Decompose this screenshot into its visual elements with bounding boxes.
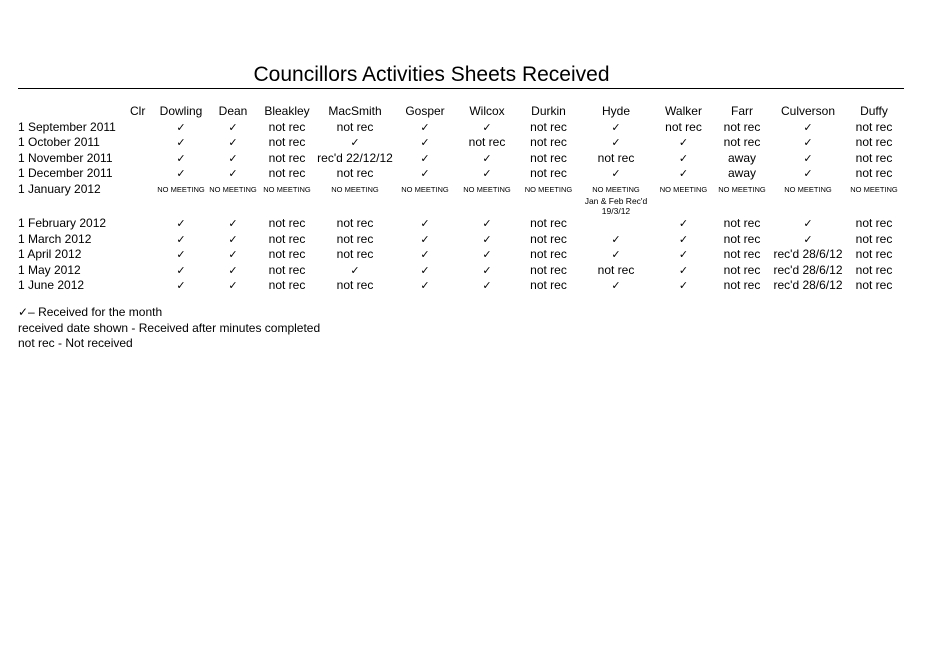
table-cell: not rec — [530, 119, 567, 134]
table-cell: ✓ — [803, 151, 813, 165]
table-cell: not rec — [855, 278, 893, 292]
header-walker: Walker — [665, 104, 702, 118]
table-cell: ✓ — [420, 248, 430, 261]
table-cell: not rec — [723, 262, 761, 277]
table-cell — [579, 216, 653, 232]
table-cell: not rec — [336, 119, 374, 134]
table-cell: ✓ — [678, 167, 689, 180]
header-dowling: Dowling — [159, 104, 203, 118]
table-cell: not rec — [530, 135, 567, 149]
table-cell: ✓ — [176, 279, 186, 292]
table-cell: ✓ — [678, 136, 689, 149]
legend — [18, 305, 320, 352]
table-cell: not rec — [530, 166, 567, 180]
table-cell: not rec — [855, 216, 893, 230]
header-dean: Dean — [218, 104, 248, 118]
table-cell: not rec — [530, 216, 567, 230]
table-cell: NO MEETING — [592, 184, 640, 194]
note-row — [18, 197, 902, 216]
row-date: 1 March 2012 — [18, 231, 92, 246]
table-cell: ✓ — [611, 248, 621, 261]
table-cell: ✓ — [228, 232, 238, 246]
table-row — [18, 151, 902, 167]
table-cell: not rec — [336, 231, 374, 246]
table-cell: NO MEETING — [659, 184, 708, 194]
table-row — [18, 135, 902, 151]
table-cell: rec'd 22/12/12 — [317, 150, 393, 165]
table-cell: not rec — [468, 135, 506, 149]
row-date: 1 February 2012 — [18, 216, 107, 230]
table-cell: ✓ — [420, 136, 430, 149]
table-cell: ✓ — [611, 136, 621, 149]
legend-received-date: received date shown - Received after minutes completed — [18, 320, 321, 335]
spacer-cell — [208, 197, 258, 216]
table-cell: ✓ — [350, 136, 360, 149]
table-cell: not rec — [723, 278, 761, 292]
row-date: 1 November 2011 — [18, 150, 113, 165]
spacer-cell — [714, 197, 770, 216]
row-date: 1 October 2011 — [18, 135, 100, 149]
header-durkin: Durkin — [531, 104, 566, 118]
table-cell: ✓ — [176, 232, 186, 246]
table-cell: ✓ — [420, 167, 430, 180]
table-cell: not rec — [268, 119, 306, 134]
table-cell: not rec — [855, 135, 893, 149]
table-row — [18, 166, 902, 182]
table-cell: ✓ — [228, 279, 238, 292]
table-cell: not rec — [855, 231, 893, 246]
header-date-col — [18, 104, 130, 120]
table-cell: ✓ — [228, 167, 238, 180]
table-cell: ✓ — [678, 248, 689, 261]
table-cell: ✓ — [176, 120, 186, 134]
table-cell: ✓ — [482, 151, 492, 165]
table-cell: NO MEETING — [263, 184, 311, 194]
clr-spacer — [130, 216, 154, 232]
spacer-cell — [846, 197, 902, 216]
table-cell: ✓ — [420, 279, 430, 292]
table-row — [18, 120, 902, 136]
hyde-note-line1: Jan & Feb Rec'd — [584, 196, 648, 206]
table-cell: not rec — [723, 247, 761, 261]
table-cell: not rec — [855, 119, 893, 134]
table-cell: ✓ — [228, 151, 238, 165]
table-cell: ✓ — [611, 120, 621, 134]
table-cell: ✓ — [482, 263, 492, 277]
clr-spacer — [130, 151, 154, 167]
table-cell: rec'd 28/6/12 — [773, 262, 843, 277]
table-cell: ✓ — [611, 279, 621, 292]
table-cell: NO MEETING — [850, 184, 898, 194]
activities-table — [18, 104, 902, 294]
spacer-cell — [130, 197, 154, 216]
row-date: 1 May 2012 — [18, 262, 81, 277]
table-cell: ✓ — [228, 217, 238, 230]
header-macsmith: MacSmith — [328, 104, 382, 118]
table-cell: not rec — [855, 247, 893, 261]
row-date: 1 January 2012 — [18, 181, 101, 196]
table-cell: ✓ — [176, 167, 186, 180]
table-row — [18, 182, 902, 198]
table-cell: NO MEETING — [524, 184, 573, 194]
table-cell: ✓ — [678, 263, 689, 277]
spacer-cell — [316, 197, 394, 216]
table-cell: not rec — [723, 216, 761, 230]
table-cell: rec'd 28/6/12 — [773, 247, 843, 261]
clr-spacer — [130, 232, 154, 248]
table-cell: ✓ — [228, 136, 238, 149]
table-cell: ✓ — [228, 248, 238, 261]
table-cell: ✓ — [678, 279, 689, 292]
clr-spacer — [130, 263, 154, 279]
table-cell: not rec — [530, 150, 567, 165]
clr-spacer — [130, 278, 154, 294]
table-cell: not rec — [530, 262, 567, 277]
table-cell: not rec — [268, 247, 306, 261]
header-row — [18, 104, 902, 120]
table-cell: ✓ — [482, 167, 492, 180]
table-cell: ✓ — [420, 263, 430, 277]
header-duffy: Duffy — [860, 104, 888, 118]
table-cell: NO MEETING — [157, 184, 205, 194]
spacer-cell — [518, 197, 579, 216]
table-cell: away — [727, 150, 756, 165]
row-date: 1 April 2012 — [18, 247, 82, 261]
table-cell: ✓ — [350, 263, 360, 277]
table-cell: not rec — [336, 247, 374, 261]
row-date: 1 June 2012 — [18, 278, 85, 292]
clr-spacer — [130, 120, 154, 136]
table-cell: ✓ — [482, 232, 492, 246]
spacer-cell — [770, 197, 846, 216]
table-cell: not rec — [530, 231, 567, 246]
table-cell: NO MEETING — [209, 184, 257, 194]
table-row — [18, 278, 902, 294]
table-cell: not rec — [268, 150, 306, 165]
table-cell: ✓ — [803, 136, 813, 149]
table-cell: NO MEETING — [401, 184, 449, 194]
legend-not-received: not rec - Not received — [18, 336, 133, 350]
spacer-cell — [258, 197, 316, 216]
hyde-note-line2: 19/3/12 — [601, 205, 631, 216]
hyde-late-note — [579, 197, 653, 216]
table-cell: not rec — [268, 135, 306, 149]
table-cell: ✓ — [482, 217, 492, 230]
header-bleakley: Bleakley — [264, 104, 310, 118]
clr-spacer — [130, 182, 154, 198]
table-cell: ✓ — [803, 120, 813, 134]
table-cell: ✓ — [420, 217, 430, 230]
row-date: 1 September 2011 — [18, 119, 116, 134]
table-cell: ✓ — [420, 120, 430, 134]
table-cell: rec'd 28/6/12 — [773, 278, 843, 292]
spacer-cell — [653, 197, 714, 216]
table-cell: NO MEETING — [463, 184, 511, 194]
table-cell: ✓ — [482, 248, 492, 261]
title-underline — [18, 88, 904, 89]
spacer-cell — [154, 197, 208, 216]
table-cell: ✓ — [611, 167, 621, 180]
table-cell: not rec — [723, 231, 761, 246]
table-row — [18, 247, 902, 263]
table-cell: not rec — [268, 231, 306, 246]
table-cell: ✓ — [482, 279, 492, 292]
table-cell: ✓ — [176, 136, 186, 149]
legend-received: ✓– Received for the month — [18, 305, 163, 319]
table-cell: ✓ — [678, 232, 689, 246]
table-cell: not rec — [336, 216, 374, 230]
table-cell: not rec — [723, 119, 761, 134]
table-cell: ✓ — [228, 263, 238, 277]
table-cell: not rec — [530, 247, 567, 261]
table-cell: not rec — [268, 216, 306, 230]
spacer-cell — [456, 197, 518, 216]
table-cell: ✓ — [803, 232, 813, 246]
table-cell: not rec — [855, 262, 893, 277]
table-cell: ✓ — [803, 217, 813, 230]
table-cell: not rec — [855, 166, 893, 180]
header-clr: Clr — [130, 104, 146, 118]
table-cell: ✓ — [228, 120, 238, 134]
table-cell: not rec — [597, 150, 635, 165]
table-cell: not rec — [336, 278, 374, 292]
table-cell: ✓ — [176, 217, 186, 230]
table-cell: ✓ — [176, 263, 186, 277]
row-date: 1 December 2011 — [18, 166, 113, 180]
header-wilcox: Wilcox — [469, 104, 505, 118]
header-hyde: Hyde — [601, 104, 630, 118]
table-cell: NO MEETING — [331, 184, 379, 194]
table-cell: not rec — [268, 278, 306, 292]
table-cell: not rec — [597, 262, 635, 277]
table-cell: away — [727, 166, 756, 180]
table-cell: not rec — [268, 166, 306, 180]
table-cell: ✓ — [176, 151, 186, 165]
clr-spacer — [130, 247, 154, 263]
clr-spacer — [130, 166, 154, 182]
table-cell: ✓ — [678, 217, 689, 230]
spacer-cell — [18, 197, 130, 216]
table-cell: not rec — [723, 135, 761, 149]
table-cell: not rec — [336, 166, 374, 180]
clr-spacer — [130, 135, 154, 151]
header-culverson: Culverson — [780, 104, 836, 118]
table-cell: ✓ — [803, 167, 813, 180]
table-cell: ✓ — [678, 151, 689, 165]
table-cell: ✓ — [482, 120, 492, 134]
table-cell: ✓ — [176, 248, 186, 261]
table-row — [18, 263, 902, 279]
table-cell: not rec — [855, 150, 893, 165]
table-cell: ✓ — [420, 151, 430, 165]
table-row — [18, 232, 902, 248]
table-cell: NO MEETING — [784, 184, 832, 194]
table-cell: not rec — [268, 262, 306, 277]
table-cell: ✓ — [611, 232, 621, 246]
header-gosper: Gosper — [405, 104, 445, 118]
table-cell: ✓ — [420, 232, 430, 246]
spacer-cell — [394, 197, 456, 216]
table-cell: not rec — [665, 119, 702, 134]
table-cell: not rec — [530, 278, 567, 292]
header-farr: Farr — [731, 104, 753, 118]
table-cell: NO MEETING — [718, 184, 766, 194]
page-title: Councillors Activities Sheets Received — [253, 63, 610, 86]
table-row — [18, 216, 902, 232]
